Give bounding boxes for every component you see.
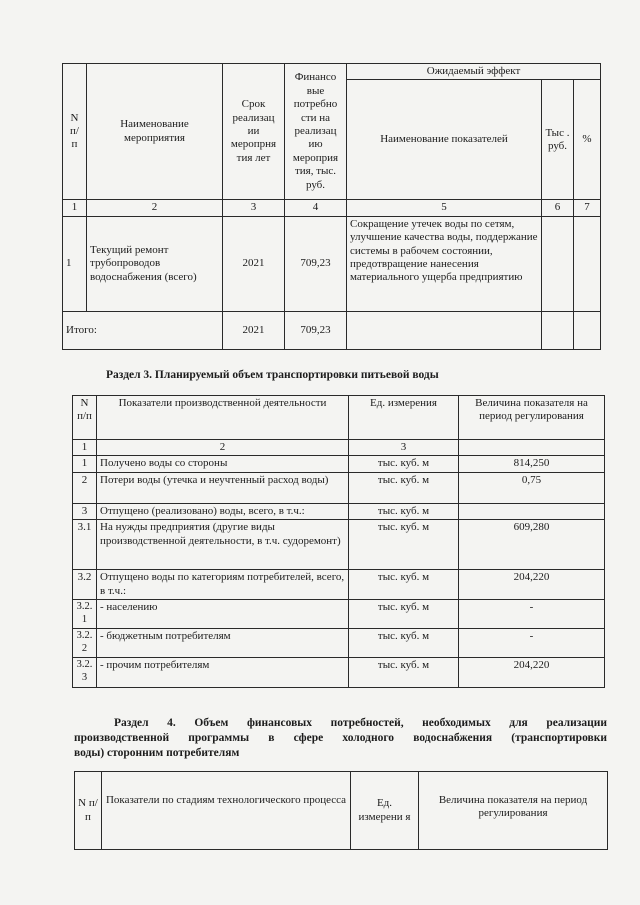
header-period: Срок реализац ии меропрня тия лет (223, 64, 285, 200)
table-row (73, 456, 605, 472)
row-value: - (459, 600, 605, 629)
row-num: 3.1 (73, 520, 97, 570)
row-value: 814,250 (459, 456, 605, 472)
row-thous (542, 216, 574, 311)
row-num: 3.2. 2 (73, 629, 97, 658)
col-number: 2 (97, 440, 349, 456)
table-row (73, 520, 605, 570)
row-name: - бюджетным потребителям (97, 629, 349, 658)
row-unit: тыс. куб. м (349, 658, 459, 688)
row-value: 609,280 (459, 520, 605, 570)
row-unit: тыс. куб. м (349, 456, 459, 472)
header-num: N п/ п (63, 64, 87, 200)
row-value: 0,75 (459, 472, 605, 503)
header-indicator: Показатели производственной деятельности (97, 396, 349, 440)
header-name: Наименование мероприятия (87, 64, 223, 200)
col-number: 3 (349, 440, 459, 456)
header-effect: Ожидаемый эффект (347, 64, 601, 80)
row-num: 3.2. 1 (73, 600, 97, 629)
table-row (73, 570, 605, 600)
row-num: 3.2. 3 (73, 658, 97, 688)
col-number: 7 (574, 200, 601, 216)
header-value: Величина показателя на период регулирования (459, 396, 605, 440)
header-num: N п/п (75, 772, 102, 850)
total-empty (574, 311, 601, 349)
row-name: Отпущено (реализовано) воды, всего, в т.ч.: (97, 503, 349, 519)
table-row (73, 503, 605, 519)
table-row (73, 658, 605, 688)
row-num: 3 (73, 503, 97, 519)
row-unit: тыс. куб. м (349, 629, 459, 658)
header-num: N п/п (73, 396, 97, 440)
header-unit: Ед. измерения (349, 396, 459, 440)
header-thous: Тыс . руб. (542, 80, 574, 200)
row-value: 204,220 (459, 570, 605, 600)
financial-needs-table (74, 771, 608, 850)
col-number (459, 440, 605, 456)
col-number: 3 (223, 200, 285, 216)
row-unit: тыс. куб. м (349, 503, 459, 519)
section-4-title-line: воды) сторонним потребителям (74, 746, 240, 759)
header-pct: % (574, 80, 601, 200)
header-unit: Ед. измерени я (351, 772, 419, 850)
row-name: - прочим потребителям (97, 658, 349, 688)
row-num: 1 (63, 216, 87, 311)
col-number: 1 (63, 200, 87, 216)
row-value: - (459, 629, 605, 658)
row-name: На нужды предприятия (другие виды производственной деятельности, в т.ч. судоремонт) (97, 520, 349, 570)
section-4-title-line: Раздел 4. Объем финансовых потребностей, необходимых для реализации (114, 717, 607, 729)
header-value: Величина показателя на период регулирования (419, 772, 608, 850)
row-name: Получено воды со стороны (97, 456, 349, 472)
col-number: 6 (542, 200, 574, 216)
col-number-row (63, 200, 601, 216)
col-number: 1 (73, 440, 97, 456)
col-number: 5 (347, 200, 542, 216)
row-name: Потери воды (утечка и неучтенный расход воды) (97, 472, 349, 503)
header-finance: Финансо вые потребно сти на реализац ию мероприя тия, тыс. руб. (285, 64, 347, 200)
transport-volume-table (72, 395, 605, 688)
total-finance: 709,23 (285, 311, 347, 349)
row-name: Отпущено воды по категориям потребителей, всего, в т.ч.: (97, 570, 349, 600)
row-num: 2 (73, 472, 97, 503)
row-indicator: Сокращение утечек воды по сетям, улучшение качества воды, поддержание системы в рабочем состоянии, предотвращение нанесения материального ущерба предприятию (347, 216, 542, 311)
table-row (63, 216, 601, 311)
row-num: 1 (73, 456, 97, 472)
total-label: Итого: (63, 311, 223, 349)
row-unit: тыс. куб. м (349, 570, 459, 600)
col-number: 4 (285, 200, 347, 216)
row-pct (574, 216, 601, 311)
col-number: 2 (87, 200, 223, 216)
row-unit: тыс. куб. м (349, 520, 459, 570)
total-empty (347, 311, 542, 349)
section-3-title: Раздел 3. Планируемый объем транспортировки питьевой воды (106, 369, 439, 381)
table-row (73, 600, 605, 629)
row-period: 2021 (223, 216, 285, 311)
row-unit: тыс. куб. м (349, 472, 459, 503)
section-4-title-line: производственной программы в сфере холодного водоснабжения (транспортировки (74, 731, 607, 744)
total-row (63, 311, 601, 349)
row-value (459, 503, 605, 519)
row-name: Текущий ремонт трубопроводов водоснабжения (всего) (87, 216, 223, 311)
row-unit: тыс. куб. м (349, 600, 459, 629)
total-period: 2021 (223, 311, 285, 349)
row-num: 3.2 (73, 570, 97, 600)
header-indicator: Показатели по стадиям технологического процесса (102, 772, 351, 850)
row-value: 204,220 (459, 658, 605, 688)
col-number-row (73, 440, 605, 456)
section-4-title (74, 716, 607, 761)
total-empty (542, 311, 574, 349)
table-row (73, 472, 605, 503)
header-indicator: Наименование показателей (347, 80, 542, 200)
row-finance: 709,23 (285, 216, 347, 311)
measures-table (62, 63, 601, 350)
row-name: - населению (97, 600, 349, 629)
table-row (73, 629, 605, 658)
